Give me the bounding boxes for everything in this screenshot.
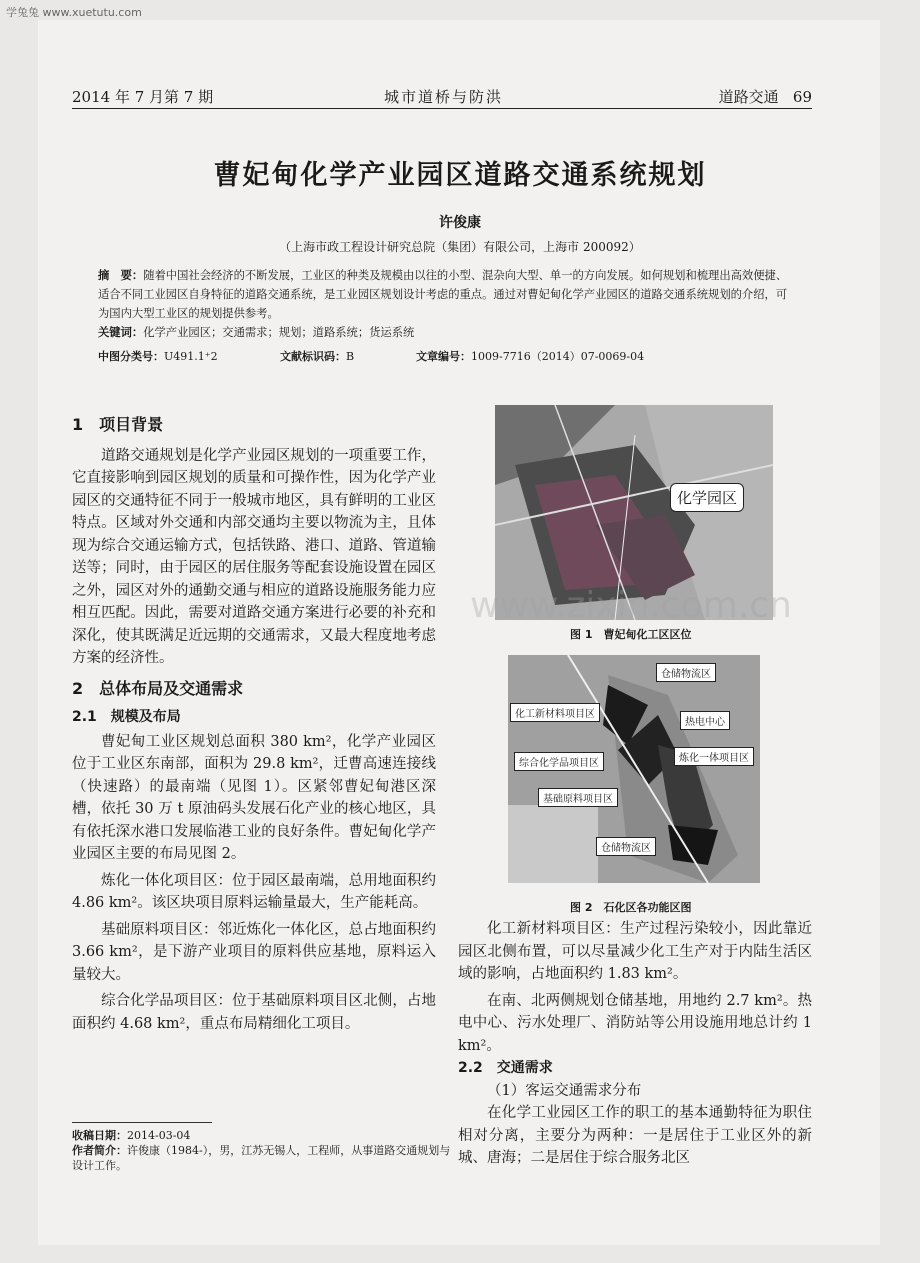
right-paragraph-1: 化工新材料项目区：生产过程污染较小，因此靠近园区北侧布置，可以尽量减少化工生产对于内陆生活区域的影响，占地面积约 1.83 km²。 — [458, 921, 812, 982]
fig2-label-storage-south: 仓储物流区 — [596, 837, 656, 856]
left-column — [72, 414, 436, 1035]
journal-name: 城市道桥与防洪 — [384, 88, 504, 106]
section-2-1-paragraph-4: 综合化学品项目区：位于基础原料项目区北侧，占地面积约 4.68 km²，重点布局精细化工项目。 — [72, 993, 436, 1032]
site-watermark: 学兔兔 www.xuetutu.com — [6, 6, 142, 19]
received-date: 2014-03-04 — [127, 1129, 191, 1142]
fig2-label-chemicals: 综合化学品项目区 — [514, 752, 604, 771]
article-title: 曹妃甸化学产业园区道路交通系统规划 — [213, 160, 707, 191]
section-1-heading: 1 项目背景 — [72, 415, 164, 434]
author-name: 许俊康 — [439, 215, 481, 231]
fig2-label-storage-north: 仓储物流区 — [656, 663, 716, 682]
bio-label: 作者简介： — [72, 1144, 127, 1157]
section-2-1-paragraph-1: 曹妃甸工业区规划总面积 380 km²，化学产业园区位于工业区东南部，面积为 29.8 km²，迁曹高速连接线（快速路）的最南端（见图 1）。区紧邻曹妃甸港区深槽，依托 30 万 t 原油码头发展石化产业的核心地区，具有依托深水港口发展临港工业的良好条件。曹妃甸化学产业园区主要的布局见图 2。 — [72, 733, 436, 862]
fig2-label-new-materials: 化工新材料项目区 — [510, 703, 600, 722]
abstract-label: 摘 要： — [98, 269, 144, 282]
header-rule — [72, 108, 812, 109]
keywords-label: 关键词： — [98, 326, 144, 339]
abstract-text: 随着中国社会经济的不断发展，工业区的种类及规模由以往的小型、混杂向大型、单一的方向发展。如何规划和梳理出高效便捷、适合不同工业园区自身特征的道路交通系统，是工业园区规划设计考虑的重点。通过对曹妃甸化学产业园区的道路交通系统规划的介绍，可为国内大型工业区的规划提供参考。 — [98, 269, 788, 320]
section-1-paragraph: 道路交通规划是化学产业园区规划的一项重要工作，它直接影响到园区规划的质量和可操作性，因为化学产业园区的交通特征不同于一般城市地区，具有鲜明的工业区特点。区域对外交通和内部交通均主要以物流为主，且体现为综合交通运输方式，包括铁路、港口、道路、管道输送等；同时，由于园区的居住服务等配套设施设置在园区之外，园区对外的通勤交通与相应的道路设施服务能力应相互匹配。因此，需要对道路交通方案进行必要的补充和深化，使其既满足近远期的交通需求，又最大程度地考虑方案的经济性。 — [72, 447, 436, 666]
section-name: 道路交通 — [718, 88, 779, 106]
section-2-1-paragraph-2: 炼化一体化项目区：位于园区最南端，总用地面积约 4.86 km²。该区块项目原料运输量最大，生产能耗高。 — [72, 872, 436, 911]
author-bio: 许俊康（1984-），男，江苏无锡人，工程师，从事道路交通规划与设计工作。 — [72, 1144, 451, 1172]
figure-2-map — [508, 655, 760, 883]
overlay-watermark: www.zixin.com.cn — [470, 585, 792, 626]
doc-code — [280, 348, 354, 364]
issue-date: 2014 年 7 月第 7 期 — [72, 88, 214, 106]
clc-label: 中图分类号： — [98, 350, 164, 363]
footnote — [72, 1128, 452, 1173]
section-2-1-paragraph-3: 基础原料项目区：邻近炼化一体化区，总占地面积约 3.66 km²，是下游产业项目的原料供应基地，原料运入量较大。 — [72, 921, 436, 983]
section-2-2-paragraph: 在化学工业园区工作的职工的基本通勤特征为职住相对分离，主要分为两种：一是居住于工业区外的新城、唐海；二是居住于综合服务北区 — [458, 1105, 812, 1166]
affiliation: （上海市政工程设计研究总院（集团）有限公司，上海市 200092） — [279, 240, 641, 254]
right-column — [458, 918, 812, 1170]
clc-value: U491.1⁺2 — [164, 350, 218, 363]
figure-1-label: 化学园区 — [670, 483, 744, 512]
article-no-value: 1009-7716（2014）07-0069-04 — [471, 350, 645, 363]
section-2-heading: 2 总体布局及交通需求 — [72, 678, 244, 698]
running-header — [72, 86, 812, 108]
article-number — [416, 348, 644, 364]
received-label: 收稿日期： — [72, 1129, 127, 1142]
fig2-label-power-center: 热电中心 — [680, 711, 730, 730]
abstract — [98, 266, 792, 342]
footnote-rule — [72, 1122, 212, 1123]
doc-code-value: B — [346, 350, 355, 363]
section-and-page — [719, 86, 812, 107]
doc-code-label: 文献标识码： — [280, 350, 346, 363]
fig2-label-refinery: 炼化一体项目区 — [674, 747, 754, 766]
page-number: 69 — [792, 88, 812, 106]
figure-2-caption: 图 2 石化区各功能区图 — [570, 901, 692, 914]
clc-number — [98, 348, 218, 364]
section-2-2-heading: 2.2 交通需求 — [458, 1060, 553, 1076]
figure-1-caption: 图 1 曹妃甸化工区区位 — [570, 628, 692, 641]
section-2-1-heading: 2.1 规模及布局 — [72, 709, 181, 725]
fig2-label-base-materials: 基础原料项目区 — [538, 788, 618, 807]
article-no-label: 文章编号： — [416, 350, 471, 363]
right-paragraph-2: 在南、北两侧规划仓储基地，用地约 2.7 km²。热电中心、污水处理厂、消防站等公用设施用地总计约 1 km²。 — [458, 992, 812, 1054]
keywords: 化学产业园区；交通需求；规划；道路系统；货运系统 — [143, 326, 415, 339]
section-2-2-subheading: （1）客运交通需求分布 — [487, 1082, 642, 1099]
